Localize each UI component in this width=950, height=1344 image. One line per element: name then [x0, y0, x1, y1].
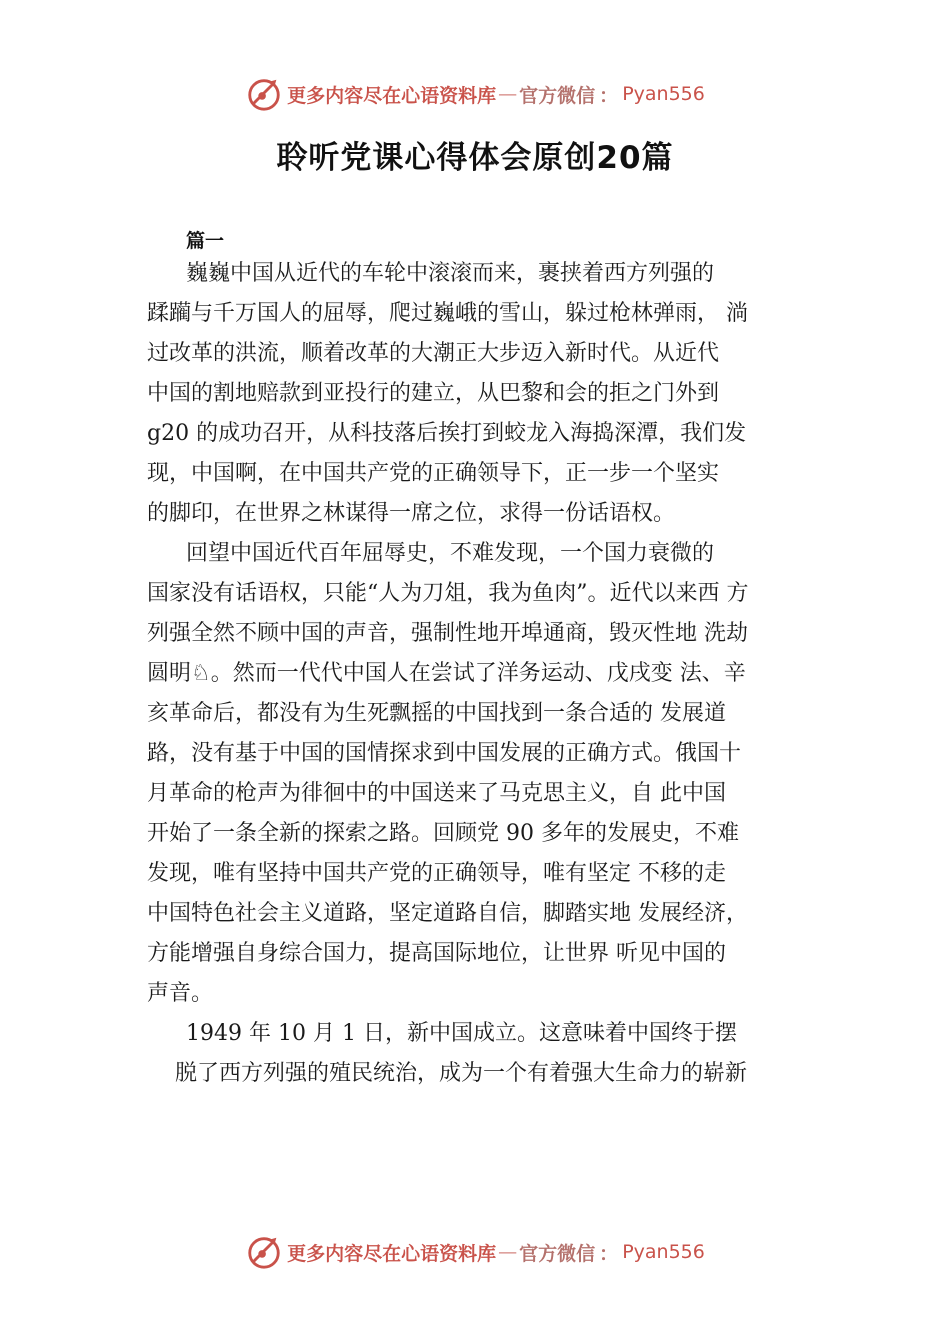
body-text-line: 方能增强自身综合国力，提高国际地位，让世界 听见中国的 — [147, 941, 726, 966]
body-text-line: 亥革命后，都没有为生死飘摇的中国找到一条合适的 发展道 — [147, 701, 726, 726]
banner-wechat-id: Pyan556 — [622, 1241, 705, 1263]
body-text-line: 开始了一条全新的探索之路。回顾党 90 多年的发展史，不难 — [147, 821, 739, 846]
body-text-line: 现，中国啊，在中国共产党的正确领导下，正一步一个坚实 — [147, 461, 720, 486]
body-text-line: 1949 年 10 月 1 日，新中国成立。这意味着中国终于摆 — [186, 1021, 737, 1046]
body-text-line: 发现，唯有坚持中国共产党的正确领导，唯有坚定 不移的走 — [147, 861, 726, 886]
body-text-line: 列强全然不顾中国的声音，强制性地开埠通商，毁灭性地 洗劫 — [147, 621, 748, 646]
body-text-line: 巍巍中国从近代的车轮中滚滚而来，裹挟着西方列强的 — [186, 261, 715, 286]
body-text-line: 圆明♘。然而一代代中国人在尝试了洋务运动、戊戌变 法、辛 — [147, 661, 746, 686]
body-text-line: 蹂躏与千万国人的屈辱，爬过巍峨的雪山，躲过枪林弹雨， 淌 — [147, 301, 748, 326]
banner-colon: ： — [599, 84, 619, 107]
body-text-line: 路，没有基于中国的国情探求到中国发展的正确方式。俄国十 — [147, 741, 742, 766]
banner-main-text: 更多内容尽在心语资料库 — [287, 84, 497, 107]
section-heading: 篇一 — [186, 230, 225, 252]
banner-wechat-id: Pyan556 — [622, 83, 705, 105]
body-text-line: 声音。 — [147, 981, 214, 1006]
body-text-line: 过改革的洪流，顺着改革的大潮正大步迈入新时代。从近代 — [147, 341, 720, 366]
banner-wechat-label: 官方微信 — [519, 1242, 596, 1265]
banner-main-text: 更多内容尽在心语资料库 — [287, 1242, 497, 1265]
body-text-line: 中国的割地赔款到亚投行的建立，从巴黎和会的拒之门外到 — [147, 381, 720, 406]
body-text-line: 国家没有话语权，只能“人为刀俎，我为鱼肉”。近代以来西 方 — [147, 581, 749, 606]
banner-colon: ： — [599, 1242, 619, 1265]
header-watermark-banner — [0, 74, 950, 114]
page-title: 聆听党课心得体会原创20篇 — [276, 140, 674, 176]
banner-dash: — — [498, 1241, 518, 1263]
body-text-line: 脱了西方列强的殖民统治，成为一个有着强大生命力的崭新 — [175, 1061, 748, 1086]
banner-dash: — — [498, 83, 518, 105]
logo-icon — [245, 75, 283, 113]
body-text-line: 的脚印，在世界之林谋得一席之位，求得一份话语权。 — [147, 501, 676, 526]
body-text-line: 中国特色社会主义道路，坚定道路自信，脚踏实地 发展经济， — [147, 901, 748, 926]
body-text-line: g20 的成功召开，从科技落后挨打到蛟龙入海捣深潭，我们发 — [147, 421, 747, 446]
banner-wechat-label: 官方微信 — [519, 84, 596, 107]
logo-icon — [245, 1233, 283, 1271]
body-text-line: 回望中国近代百年屈辱史，不难发现，一个国力衰微的 — [186, 541, 715, 566]
body-text-line: 月革命的枪声为徘徊中的中国送来了马克思主义，自 此中国 — [147, 781, 726, 806]
footer-watermark-banner — [0, 1232, 950, 1272]
